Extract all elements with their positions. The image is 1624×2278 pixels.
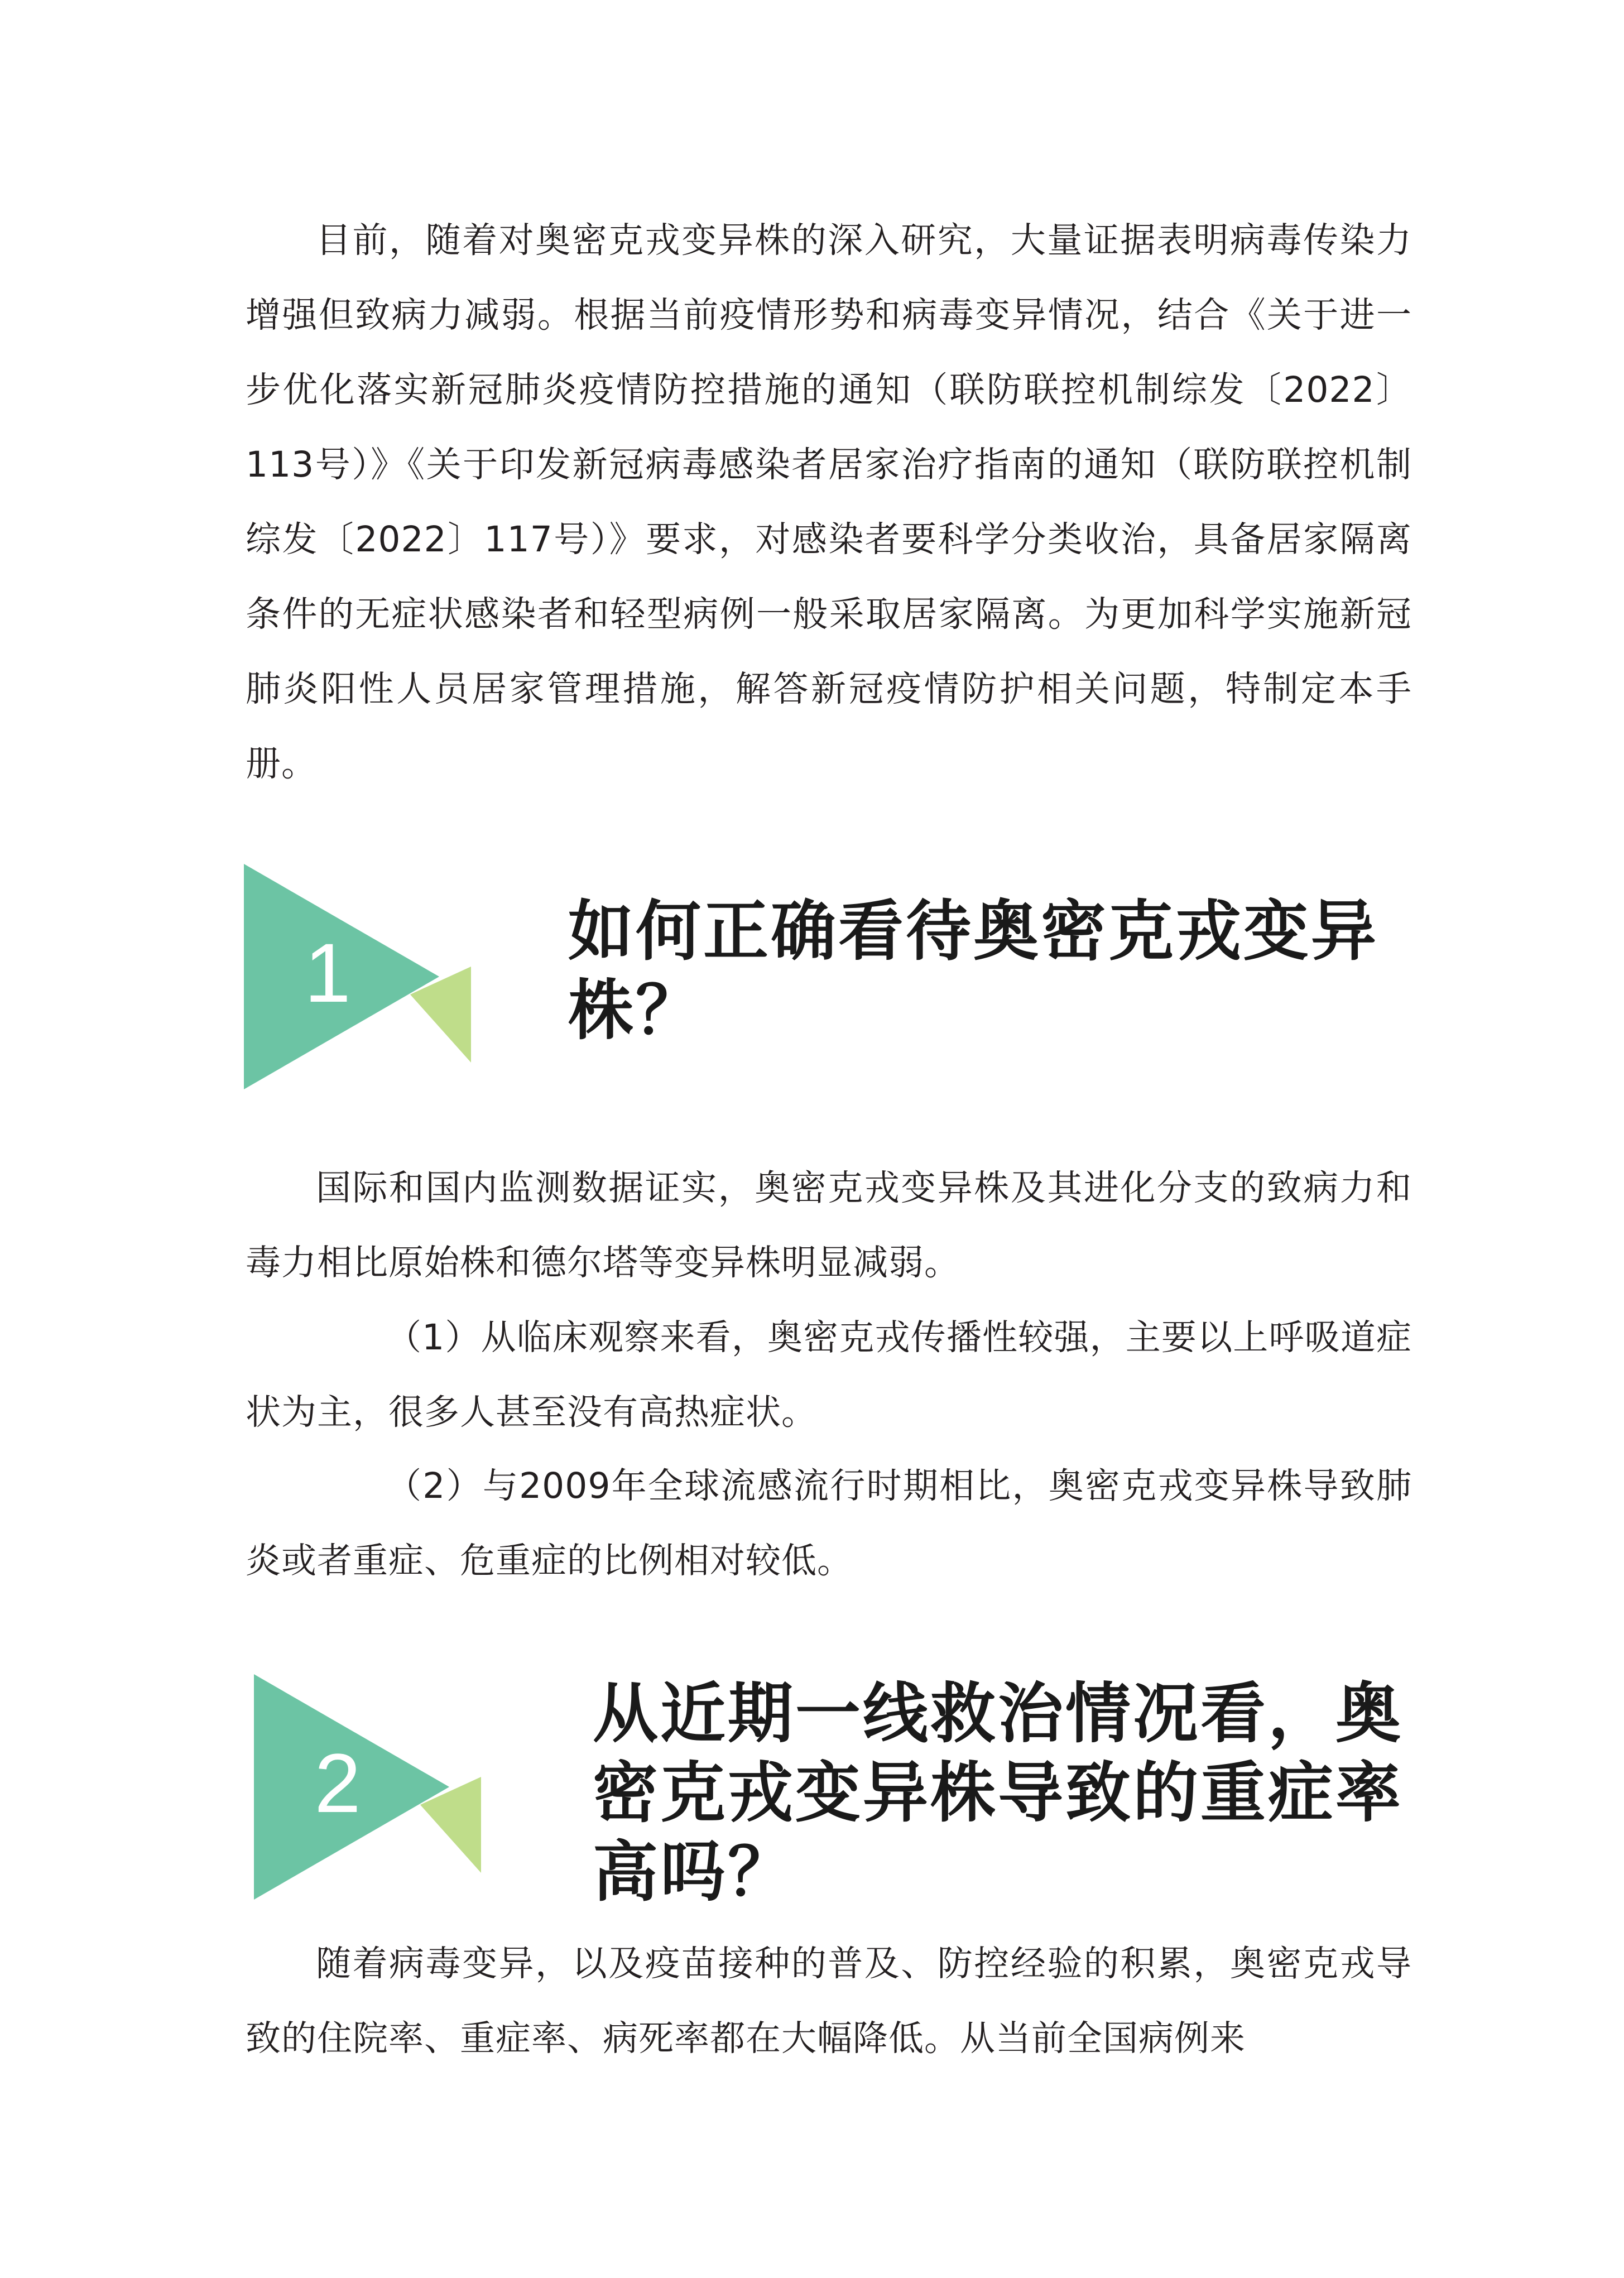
- section-1-marker: [244, 864, 489, 1098]
- intro-paragraph: 目前，随着对奥密克戎变异株的深入研究，大量证据表明病毒传染力增强但致病力减弱。根据当前疫情形势和病毒变异情况，结合《关于进一步优化落实新冠肺炎疫情防控措施的通知（联防联控机制综发〔2022〕113号）》《关于印发新冠病毒感染者居家治疗指南的通知（联防联控机制综发〔2022〕117号）》要求，对感染者要科学分类收治，具备居家隔离条件的无症状感染者和轻型病例一般采取居家隔离。为更加科学实施新冠肺炎阳性人员居家管理措施，解答新冠疫情防护相关问题，特制定本手册。: [246, 220, 1412, 784]
- section-1-paragraph: 国际和国内监测数据证实，奥密克戎变异株及其进化分支的致病力和毒力相比原始株和德尔塔等变异株明显减弱。: [246, 1167, 1412, 1283]
- section-1-item: （1）从临床观察来看，奥密克戎传播性较强，主要以上呼吸道症状为主，很多人甚至没有高热症状。: [246, 1317, 1412, 1433]
- section-2-marker: [254, 1674, 499, 1909]
- section-2-number: 2: [314, 1736, 361, 1830]
- section-2-paragraph: 随着病毒变异，以及疫苗接种的普及、防控经验的积累，奥密克戎导致的住院率、重症率、病死率都在大幅降低。从当前全国病例来: [246, 1943, 1412, 2059]
- section-1-number: 1: [304, 926, 351, 1020]
- triangle-icon: [254, 1674, 499, 1909]
- section-1-title: 如何正确看待奥密克戎变异株？: [568, 893, 1379, 1049]
- triangle-icon: [244, 864, 489, 1098]
- section-2-title: 从近期一线救治情况看，奥密克戎变异株导致的重症率高吗？: [593, 1675, 1404, 1910]
- section-1-item: （2）与2009年全球流感流行时期相比，奥密克戎变异株导致肺炎或者重症、危重症的比例相对较低。: [246, 1465, 1412, 1581]
